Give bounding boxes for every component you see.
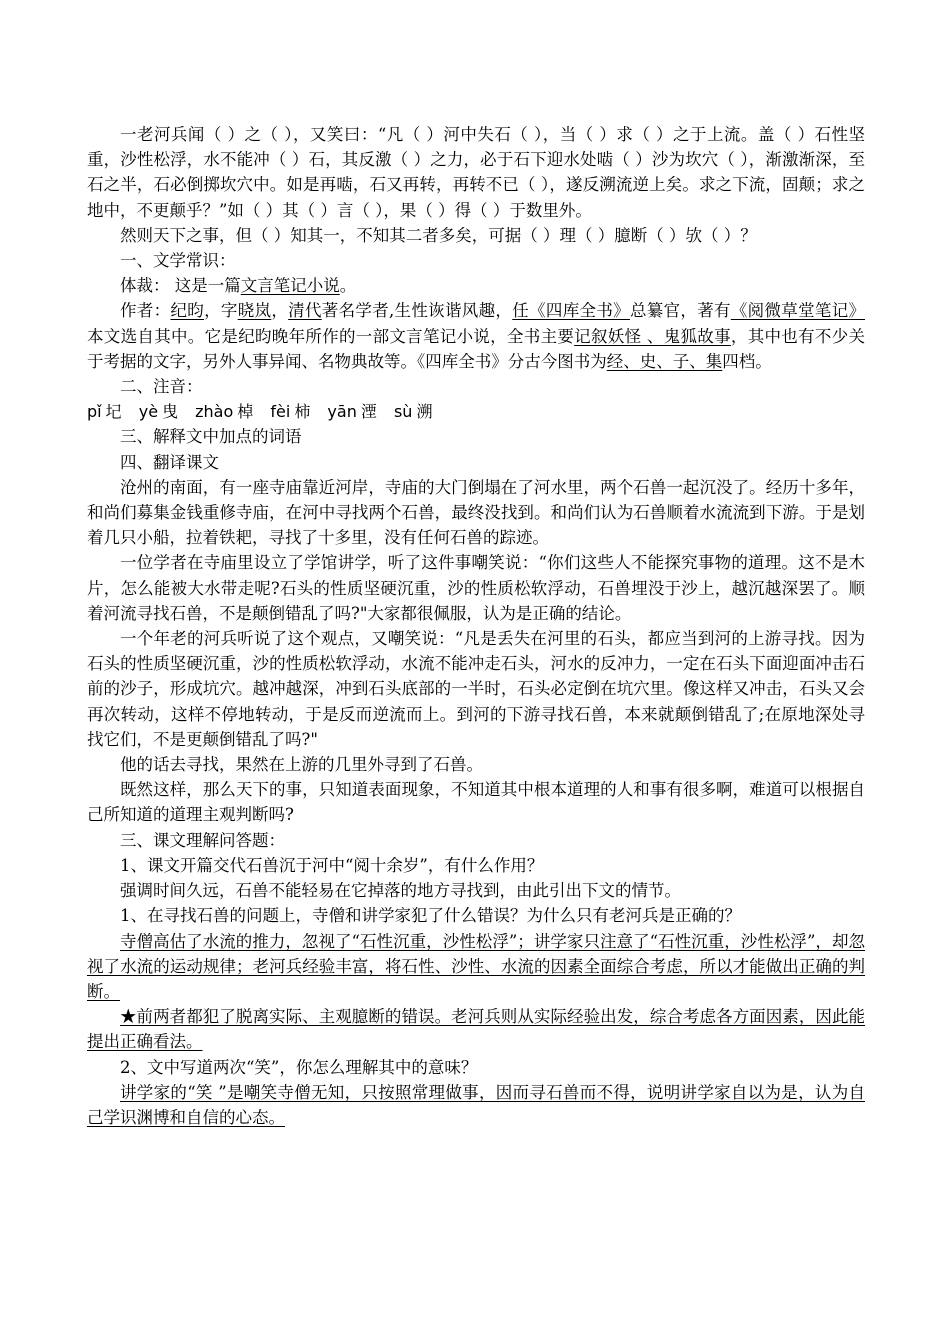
author-dynasty: 清代: [288, 301, 322, 321]
translation-paragraph-4: 他的话去寻找，果然在上游的几里外寻到了石兽。: [120, 755, 483, 775]
pinyin: fèi: [270, 402, 291, 422]
genre-line: [87, 273, 865, 298]
classical-text-paragraph-2: 然则天下之事，但（ ）知其一，不知其二者多矣，可据（ ）理（ ）臆断（ ）欤（ ）？: [120, 225, 757, 245]
author-paragraph: [87, 298, 865, 374]
character: 棹: [237, 402, 254, 422]
author-courtesy-name: 晓岚: [237, 301, 272, 321]
section-heading-literature: 一、文学常识：: [120, 251, 236, 271]
author-text: 四档。: [722, 351, 772, 371]
answer-3-text: 讲学家的“笑 ”是嘲笑寺僧无知，只按照常理做事，因而寻石兽而不得，说明讲学家自以为是，认为自己学识渊博和自信的心态。: [87, 1082, 865, 1127]
author-text: ，其中也有不少关于考据的文字，另外人事异闻、名物典故等。《四库全书》分古今图书为: [87, 326, 865, 371]
section-heading-pronunciation: 二、注音：: [120, 377, 203, 397]
section-heading-translate: 四、翻译课文: [120, 452, 219, 472]
classical-text-paragraph-1: 一老河兵闻（ ）之（ ），又笑曰：“凡（ ）河中失石（ ），当（ ）求（ ）之于上流。盖（ ）石性坚重，沙性松浮，水不能冲（ ）石，其反激（ ）之力，必于石下迎水处啮（ ）沙为坎穴（ ），渐激渐深，至石之半，石必倒掷坎穴中。如是再啮，石又再转，再转不已（ ），遂反溯流逆上矣。求之下流，固颠；求之地中，不更颠乎？”如（ ）其（ ）言（ ），果（ ）得（ ）于数里外。: [87, 125, 865, 220]
author-role: 任《四库全书》: [512, 301, 630, 321]
answer-3: [87, 1080, 865, 1130]
question-1: 1、课文开篇交代石兽沉于河中“阅十余岁”，有什么作用？: [120, 855, 544, 875]
translation-paragraph-3: 一个年老的河兵听说了这个观点，又嘲笑说：“凡是丢失在河里的石头，都应当到河的上游寻找。因为石头的性质坚硬沉重，沙的性质松软浮动，水流不能冲走石头，河水的反冲力，一定在石头下面迎面冲击石前的沙子，形成坑穴。越冲越深，冲到石头底部的一半时，石头必定倒在坑穴里。像这样又冲击，石头又会再次转动，这样不停地转动，于是反而逆流而上。到河的下游寻找石兽，本来就颠倒错乱了;在原地深处寻找它们，不是更颠倒错乱了吗?": [87, 629, 865, 749]
section-heading-questions: 三、课文理解问答题：: [120, 830, 285, 850]
translation-paragraph-1: 沧州的南面，有一座寺庙靠近河岸，寺庙的大门倒塌在了河水里，两个石兽一起沉没了。经历十多年，和尚们募集金钱重修寺庙，在河中寻找两个石兽，最终没找到。和尚们认为石兽顺着水流流到下游。于是划着几只小船，拉着铁耙，寻找了十多里，没有任何石兽的踪迹。: [87, 477, 865, 548]
document-page: [87, 122, 865, 1130]
pinyin-list: [87, 399, 865, 424]
section-heading-explain: 三、解释文中加点的词语: [120, 427, 302, 447]
character: 柿: [294, 402, 311, 422]
genre-value: 文言笔记小说: [240, 276, 340, 296]
answer-2-star-text: ★前两者都犯了脱离实际、主观臆断的错误。老河兵则从实际经验出发，综合考虑各方面因素，因此能提出正确看法。: [87, 1007, 865, 1052]
author-text: 本文选自其中。它是纪昀晚年所作的一部文言笔记小说，全书主要: [87, 326, 575, 346]
author-prefix: 作者：: [120, 301, 171, 321]
book-content: 记叙妖怪 、鬼狐故事: [574, 326, 731, 346]
answer-2-text: 寺僧高估了水流的推力，忽视了“石性沉重，沙性松浮”；讲学家只注意了“石性沉重，沙性松浮”，却忽视了水流的运动规律；老河兵经验丰富，将石性、沙性、水流的因素全面综合考虑，所以才能做出正确的判断。: [87, 931, 865, 1001]
author-name: 纪昀: [170, 301, 205, 321]
answer-2: [87, 929, 865, 1005]
character: 曳: [162, 402, 179, 422]
question-3: 2、文中写道两次“笑”，你怎么理解其中的意味？: [120, 1057, 478, 1077]
translation-paragraph-2: 一位学者在寺庙里设立了学馆讲学，听了这件事嘲笑说：“你们这些人不能探究事物的道理。这不是木片，怎么能被大水带走呢?石头的性质坚硬沉重，沙的性质松软浮动，石兽埋没于沙上，越沉越深罢了。顺着河流寻找石兽，不是颠倒错乱了吗?"大家都很佩服，认为是正确的结论。: [87, 553, 865, 623]
author-text: 总纂官，著有: [629, 301, 731, 321]
character: 圮: [105, 402, 122, 422]
author-work: 《阅微草堂笔记》: [730, 301, 865, 321]
pinyin: yān: [327, 402, 357, 422]
character: 溯: [416, 402, 433, 422]
answer-1: 强调时间久远，石兽不能轻易在它掉落的地方寻找到，由此引出下文的情节。: [120, 881, 681, 901]
question-2: 1、在寻找石兽的问题上，寺僧和讲学家犯了什么错误？为什么只有老河兵是正确的？: [120, 906, 741, 926]
genre-prefix: 体裁： 这是一篇: [120, 276, 241, 296]
pinyin: pǐ: [87, 402, 102, 422]
genre-suffix: 。: [339, 276, 357, 296]
pinyin: zhào: [195, 402, 234, 422]
book-categories: 经、史、子、集: [606, 351, 723, 371]
translation-paragraph-5: 既然这样，那么天下的事，只知道表面现象，不知道其中根本道理的人和事有很多啊，难道可以根据自己所知道的道理主观判断吗?: [87, 780, 865, 825]
answer-2-summary: [87, 1004, 865, 1054]
pinyin: yè: [138, 402, 159, 422]
character: 湮: [360, 402, 377, 422]
author-text: 著名学者,生性诙谐风趣，: [321, 301, 513, 321]
pinyin: sù: [393, 402, 413, 422]
author-text: ，字: [204, 301, 238, 321]
author-text: ，: [271, 301, 289, 321]
